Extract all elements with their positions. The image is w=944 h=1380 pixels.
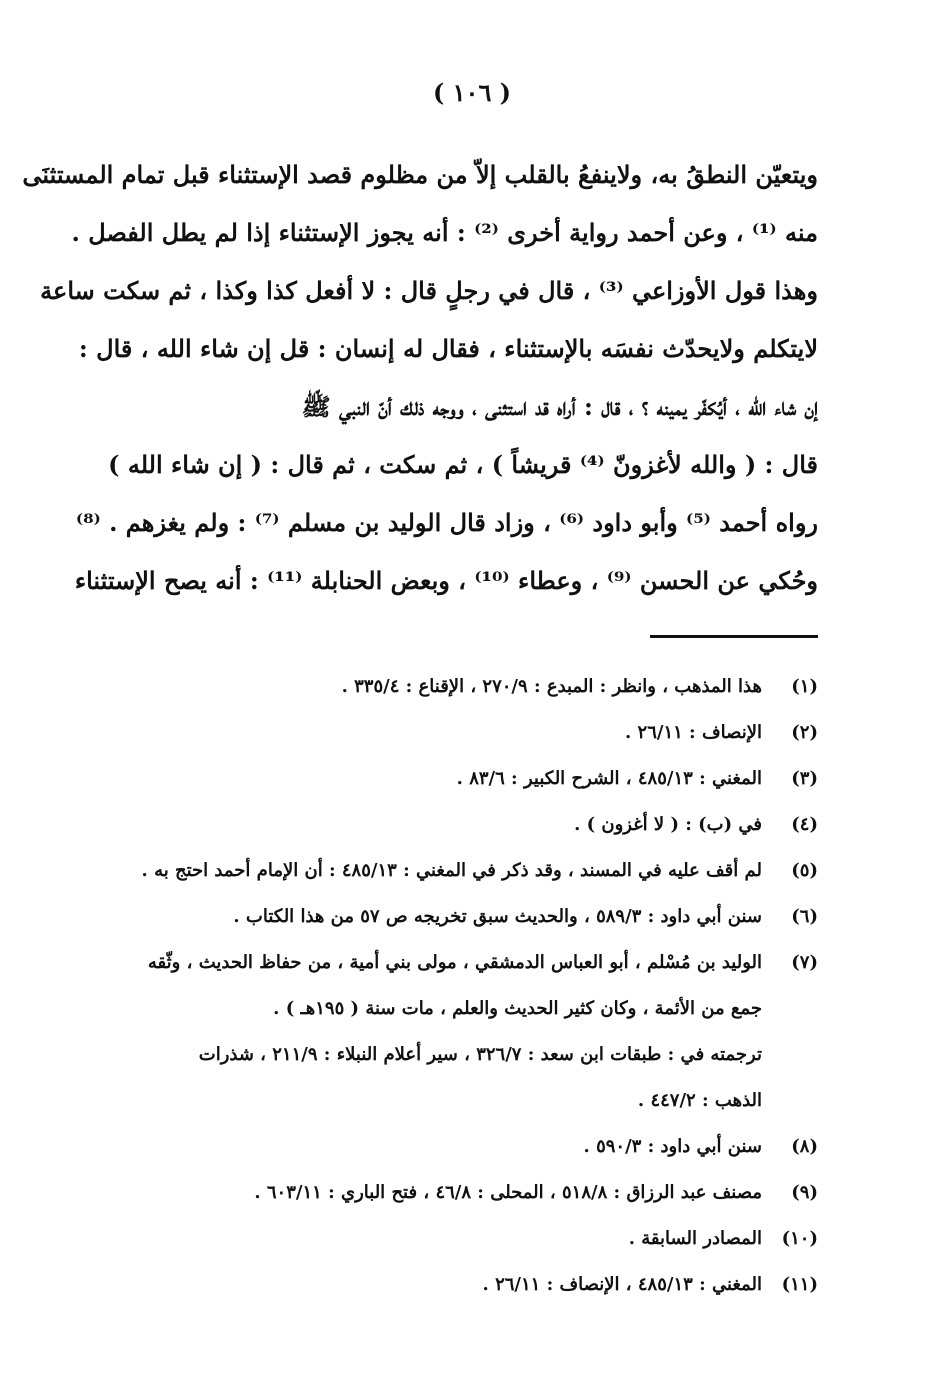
body-line-6: قال : ( والله لأغزونّ ⁽⁴⁾ قريشاً ) ، ثم سكت ، ثم قال : ( إن شاء الله ) bbox=[108, 450, 818, 479]
body-line-1: ويتعيّن النطقُ به، ولاينفعُ بالقلب إلاّ من مظلوم قصد الإستثناء قبل تمام المستثنَى bbox=[22, 160, 818, 189]
body-line-3: وهذا قول الأوزاعي ⁽³⁾ ، قال في رجلٍ قال : لا أفعل كذا وكذا ، ثم سكت ساعة bbox=[40, 276, 818, 305]
footnote-number: (٨) bbox=[791, 1136, 818, 1157]
footnote-number: (٧) bbox=[791, 952, 818, 973]
footnote-7 bbox=[104, 940, 818, 986]
footnote-text: في (ب) : ( لا أغزون ) . bbox=[574, 814, 762, 835]
body-line-7: رواه أحمد ⁽⁵⁾ وأبو داود ⁽⁶⁾ ، وزاد قال الوليد بن مسلم ⁽⁷⁾ : ولم يغزهم . ⁽⁸⁾ bbox=[75, 508, 818, 537]
footnote-text: سنن أبي داود : ٥٨٩/٣ ، والحديث سبق تخريجه ص ٥٧ من هذا الكتاب . bbox=[233, 906, 762, 927]
footnote-number: (٦) bbox=[791, 906, 818, 927]
body-line-2: منه ⁽¹⁾ ، وعن أحمد رواية أخرى ⁽²⁾ : أنه يجوز الإستثناء إذا لم يطل الفصل . bbox=[71, 218, 818, 247]
body-line-8: وحُكي عن الحسن ⁽⁹⁾ ، وعطاء ⁽¹⁰⁾ ، وبعض الحنابلة ⁽¹¹⁾ : أنه يصح الإستثناء bbox=[74, 566, 818, 595]
footnote-7-continuation-1: جمع من الأئمة ، وكان كثير الحديث والعلم ، مات سنة ( ١٩٥هـ ) . bbox=[273, 998, 762, 1019]
footnote-5 bbox=[104, 848, 818, 894]
footnote-text: الوليد بن مُسْلم ، أبو العباس الدمشقي ، مولى بني أمية ، من حفاظ الحديث ، وثّقه bbox=[147, 952, 762, 973]
footnote-7-continuation-2: ترجمته في : طبقات ابن سعد : ٣٢٦/٧ ، سير أعلام النبلاء : ٢١١/٩ ، شذرات bbox=[198, 1044, 762, 1065]
footnote-7-continuation-3: الذهب : ٤٤٧/٢ . bbox=[637, 1090, 762, 1111]
footnote-number: (١٠) bbox=[781, 1228, 818, 1249]
footnote-number: (٩) bbox=[791, 1182, 818, 1203]
footnote-text: هذا المذهب ، وانظر : المبدع : ٢٧٠/٩ ، الإقناع : ٣٣٥/٤ . bbox=[341, 676, 762, 697]
footnote-1 bbox=[104, 664, 818, 710]
footnote-text: لم أقف عليه في المسند ، وقد ذكر في المغني : ٤٨٥/١٣ : أن الإمام أحمد احتج به . bbox=[141, 860, 762, 881]
footnote-number: (٤) bbox=[791, 814, 818, 835]
footnote-text: المغني : ٤٨٥/١٣ ، الشرح الكبير : ٨٣/٦ . bbox=[456, 768, 762, 789]
page-number: ( ١٠٦ ) bbox=[432, 78, 512, 107]
footnote-number: (٢) bbox=[791, 722, 818, 743]
footnote-text: المصادر السابقة . bbox=[628, 1228, 762, 1249]
footnote-10 bbox=[104, 1216, 818, 1262]
body-line-4: لايتكلم ولايحدّث نفسَه بالإستثناء ، فقال له إنسان : قل إن شاء الله ، قال : bbox=[78, 334, 818, 363]
footnote-text: سنن أبي داود : ٥٩٠/٣ . bbox=[583, 1136, 762, 1157]
footnote-2 bbox=[104, 710, 818, 756]
footnote-number: (٣) bbox=[791, 768, 818, 789]
footnote-number: (١) bbox=[791, 676, 818, 697]
footnote-text: مصنف عبد الرزاق : ٥١٨/٨ ، المحلى : ٤٦/٨ ، فتح الباري : ٦٠٣/١١ . bbox=[254, 1182, 762, 1203]
footnote-text: الإنصاف : ٢٦/١١ . bbox=[624, 722, 762, 743]
footnote-number: (١١) bbox=[781, 1274, 818, 1295]
footnote-separator bbox=[650, 635, 818, 638]
footnote-8 bbox=[104, 1124, 818, 1170]
body-line-5: إن شاء الله ، أيُكفّر يمينه ؟ ، قال : أراه قد استثنى ، ووجه ذلك أنّ النبي ﷺ bbox=[301, 392, 818, 421]
footnote-11 bbox=[104, 1262, 818, 1308]
footnote-text: المغني : ٤٨٥/١٣ ، الإنصاف : ٢٦/١١ . bbox=[482, 1274, 762, 1295]
footnote-3 bbox=[104, 756, 818, 802]
footnotes bbox=[104, 664, 818, 1308]
body-text bbox=[22, 146, 818, 610]
footnote-6 bbox=[104, 894, 818, 940]
footnote-number: (٥) bbox=[791, 860, 818, 881]
footnote-4 bbox=[104, 802, 818, 848]
footnote-9 bbox=[104, 1170, 818, 1216]
